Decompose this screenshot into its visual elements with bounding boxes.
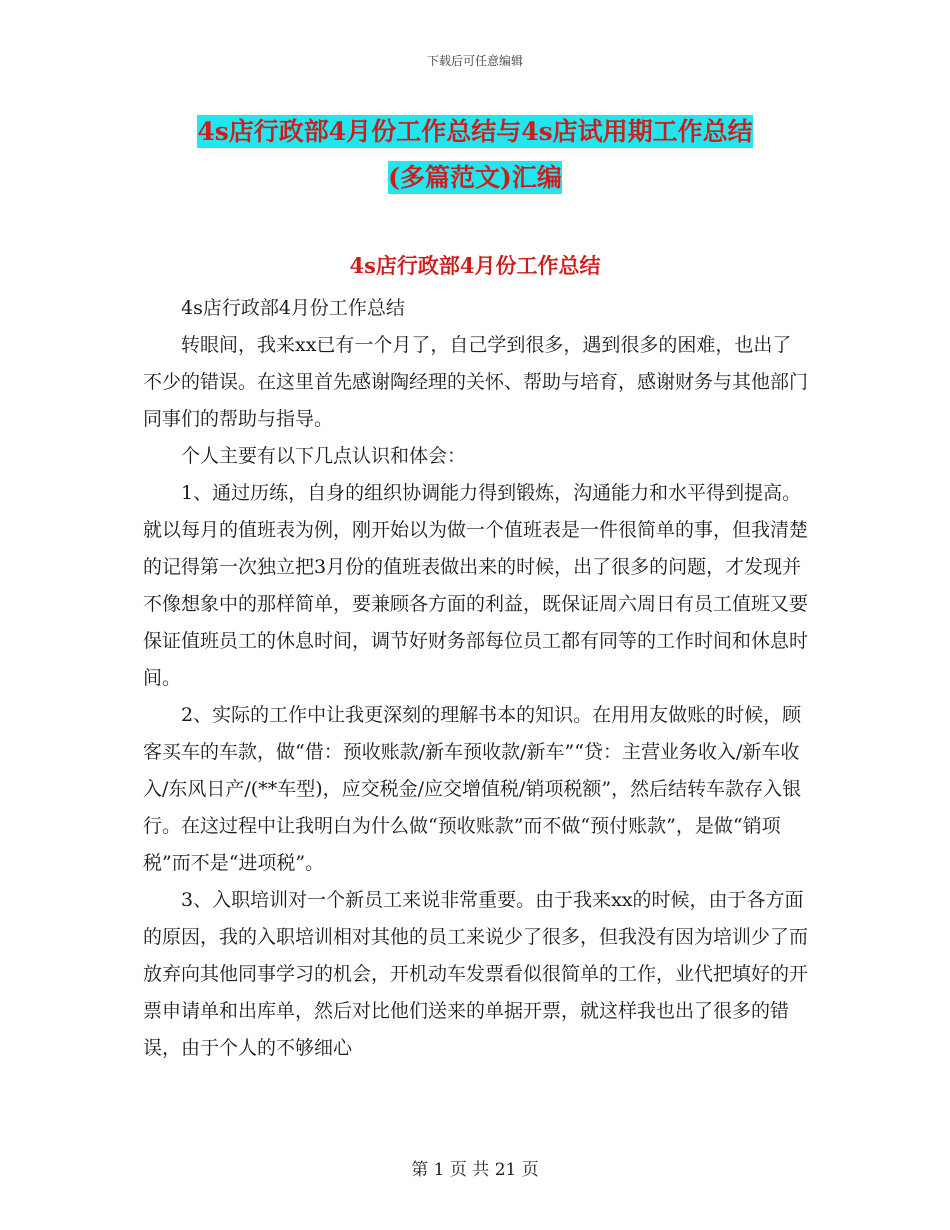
body-text: [143, 290, 808, 1067]
header-note: 下载后可任意编辑: [426, 54, 523, 68]
document-title-line-1: [0, 112, 950, 148]
section-title: 4s店行政部4月份工作总结: [349, 253, 601, 278]
title-highlight-2: (多篇范文)汇编: [388, 163, 562, 192]
page-footer: 第 1 页 共 21 页: [411, 1160, 539, 1180]
paragraph: 转眼间，我来xx已有一个月了，自己学到很多，遇到很多的困难，也出了不少的错误。在这里首先感谢陶经理的关怀、帮助与培育，感谢财务与其他部门同事们的帮助与指导。: [143, 334, 809, 430]
paragraph: 2、实际的工作中让我更深刻的理解书本的知识。在用用友做账的时候，顾客买车的车款，做“借：预收账款/新车预收款/新车”“贷：主营业务收入/新车收入/东风日产/(**车型)，应交税金/应交增值税/销项税额”，然后结转车款存入银行。在这过程中让我明白为什么做“预收账款”而不做“预付账款”，是做“销项税”而不是“进项税”。: [143, 704, 802, 874]
paragraph: 1、通过历练，自身的组织协调能力得到锻炼，沟通能力和水平得到提高。就以每月的值班表为例，刚开始以为做一个值班表是一件很简单的事，但我清楚的记得第一次独立把3月份的值班表做出来的时候，出了很多的问题，才发现并不像想象中的那样简单，要兼顾各方面的利益，既保证周六周日有员工值班又要保证值班员工的休息时间，调节好财务部每位员工都有同等的工作时间和休息时间。: [143, 482, 809, 689]
title-highlight-1: 4s店行政部4月份工作总结与4s店试用期工作总结: [197, 117, 753, 146]
paragraph: 个人主要有以下几点认识和体会：: [181, 445, 467, 467]
paragraph-subheading: 4s店行政部4月份工作总结: [181, 297, 405, 319]
document-title-line-2: [0, 158, 950, 194]
paragraph: 3、入职培训对一个新员工来说非常重要。由于我来xx的时候，由于各方面的原因，我的入职培训相对其他的员工来说少了很多，但我没有因为培训少了而放弃向其他同事学习的机会，开机动车发票看似很简单的工作，业代把填好的开票申请单和出库单，然后对比他们送来的单据开票，就这样我也出了很多的错误，由于个人的不够细心: [143, 889, 809, 1059]
